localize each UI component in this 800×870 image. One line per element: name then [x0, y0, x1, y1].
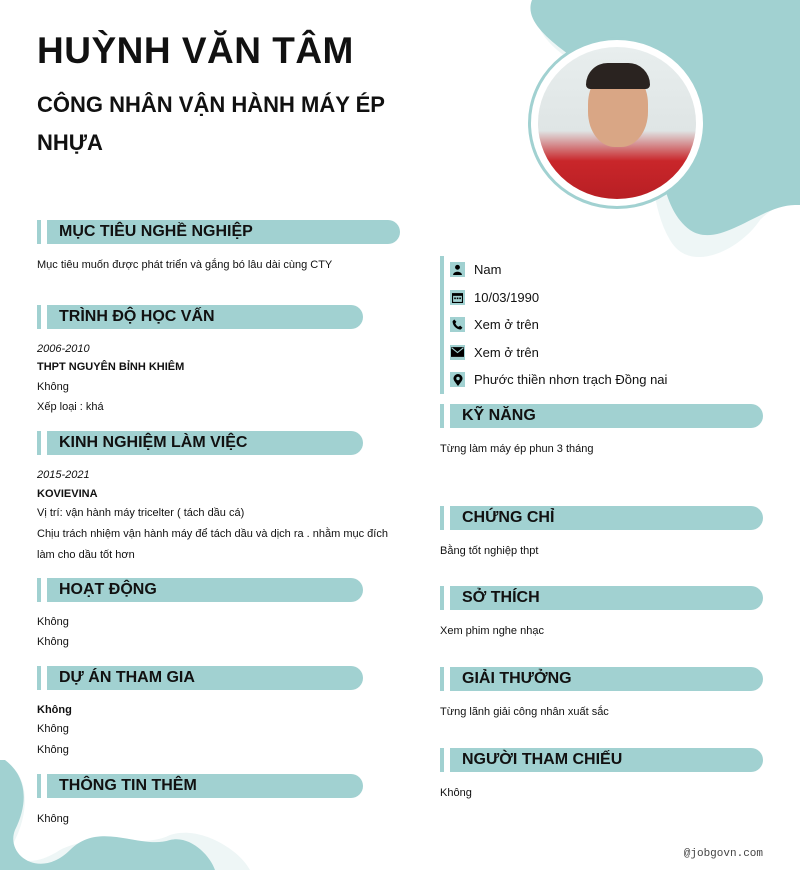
- phone-icon: [450, 317, 465, 332]
- education-major: Không: [37, 381, 69, 393]
- objective-text: Mục tiêu muốn được phát triển và gắng bó lâu dài cùng CTY: [37, 259, 333, 271]
- candidate-name: HUỲNH VĂN TÂM: [37, 30, 354, 71]
- location-icon: [450, 372, 465, 387]
- job-title: CÔNG NHÂN VẬN HÀNH MÁY ÉP NHỰA: [37, 92, 385, 155]
- more-info-text: Không: [37, 813, 69, 825]
- awards-text: Từng lãnh giải công nhân xuất sắc: [440, 706, 609, 718]
- experience-desc-cont: làm cho dầu tốt hơn: [37, 549, 135, 561]
- activity-line: Không: [37, 636, 69, 648]
- section-hobbies: SỞ THÍCH: [440, 586, 763, 610]
- contact-phone: Xem ở trên: [450, 311, 667, 339]
- activity-line: Không: [37, 616, 69, 628]
- skills-text: Từng làm máy ép phun 3 tháng: [440, 443, 594, 455]
- education-school: THPT NGUYÊN BỈNH KHIÊM: [37, 361, 185, 373]
- education-period: 2006-2010: [37, 343, 90, 355]
- section-more-info: THÔNG TIN THÊM: [37, 774, 363, 798]
- experience-period: 2015-2021: [37, 469, 90, 481]
- experience-role: Vị trí: vận hành máy tricelter ( tách dầu cá): [37, 507, 245, 519]
- footer-watermark: @jobgovn.com: [683, 848, 763, 860]
- section-awards: GIẢI THƯỞNG: [440, 667, 763, 691]
- section-education: TRÌNH ĐỘ HỌC VẤN: [37, 305, 363, 329]
- section-objective: MỤC TIÊU NGHỀ NGHIỆP: [37, 220, 400, 244]
- contact-birthdate: 10/03/1990: [450, 284, 667, 312]
- references-text: Không: [440, 787, 472, 799]
- calendar-icon: [450, 290, 465, 305]
- mail-icon: [450, 345, 465, 360]
- experience-desc: Chịu trách nhiệm vận hành máy để tách dầu và dịch ra . nhằm mục đích: [37, 528, 388, 540]
- contact-gender: Nam: [450, 256, 667, 284]
- project-line: Không: [37, 704, 72, 716]
- section-certificates: CHỨNG CHỈ: [440, 506, 763, 530]
- project-line: Không: [37, 744, 69, 756]
- education-grade: Xếp loại : khá: [37, 401, 104, 413]
- hobbies-text: Xem phim nghe nhạc: [440, 625, 544, 637]
- person-icon: [450, 262, 465, 277]
- section-experience: KINH NGHIỆM LÀM VIỆC: [37, 431, 363, 455]
- section-references: NGƯỜI THAM CHIẾU: [440, 748, 763, 772]
- certificates-text: Bằng tốt nghiệp thpt: [440, 545, 539, 557]
- project-line: Không: [37, 723, 69, 735]
- section-projects: DỰ ÁN THAM GIA: [37, 666, 363, 690]
- section-skills: KỸ NĂNG: [440, 404, 763, 428]
- profile-photo: [528, 37, 706, 209]
- contact-email: Xem ở trên: [450, 339, 667, 367]
- section-activities: HOẠT ĐỘNG: [37, 578, 363, 602]
- contact-list: [440, 256, 667, 394]
- experience-company: KOVIEVINA: [37, 488, 98, 500]
- contact-address: Phước thiền nhơn trạch Đồng nai: [450, 366, 667, 394]
